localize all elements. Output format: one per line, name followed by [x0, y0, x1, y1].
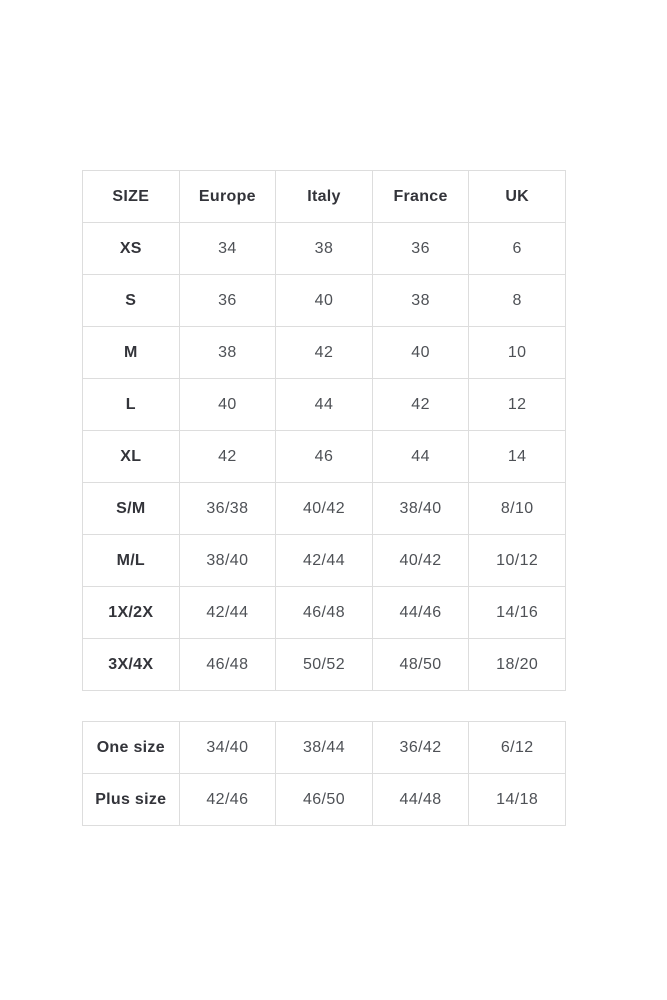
header-row: [83, 171, 566, 223]
table-row: [83, 431, 566, 483]
column-header: SIZE: [83, 171, 180, 223]
special-sizes-table-body: [83, 722, 566, 826]
size-value-cell: 48/50: [372, 639, 469, 691]
size-value-cell: 8/10: [469, 483, 566, 535]
row-label: One size: [83, 722, 180, 774]
size-value-cell: 40: [276, 275, 373, 327]
table-row: [83, 379, 566, 431]
special-sizes-table: [82, 721, 566, 826]
size-value-cell: 44/46: [372, 587, 469, 639]
size-conversion-table-body: [83, 223, 566, 691]
size-value-cell: 40: [179, 379, 276, 431]
table-row: [83, 774, 566, 826]
size-value-cell: 46/48: [179, 639, 276, 691]
size-value-cell: 46/48: [276, 587, 373, 639]
size-value-cell: 36/42: [372, 722, 469, 774]
size-value-cell: 14: [469, 431, 566, 483]
size-value-cell: 46/50: [276, 774, 373, 826]
size-value-cell: 8: [469, 275, 566, 327]
column-header: Italy: [276, 171, 373, 223]
row-label: S: [83, 275, 180, 327]
size-value-cell: 42/44: [179, 587, 276, 639]
column-header: France: [372, 171, 469, 223]
size-value-cell: 34: [179, 223, 276, 275]
size-value-cell: 14/16: [469, 587, 566, 639]
size-value-cell: 38: [276, 223, 373, 275]
size-value-cell: 18/20: [469, 639, 566, 691]
size-value-cell: 6/12: [469, 722, 566, 774]
size-value-cell: 36: [372, 223, 469, 275]
size-value-cell: 42/46: [179, 774, 276, 826]
row-label: L: [83, 379, 180, 431]
size-value-cell: 38/40: [179, 535, 276, 587]
size-value-cell: 42: [179, 431, 276, 483]
size-value-cell: 46: [276, 431, 373, 483]
size-value-cell: 36/38: [179, 483, 276, 535]
size-value-cell: 14/18: [469, 774, 566, 826]
table-row: [83, 223, 566, 275]
column-header: Europe: [179, 171, 276, 223]
size-value-cell: 42: [276, 327, 373, 379]
size-value-cell: 38: [372, 275, 469, 327]
size-value-cell: 42: [372, 379, 469, 431]
table-row: [83, 587, 566, 639]
table-row: [83, 722, 566, 774]
row-label: XS: [83, 223, 180, 275]
row-label: 1X/2X: [83, 587, 180, 639]
row-label: M: [83, 327, 180, 379]
table-row: [83, 483, 566, 535]
size-value-cell: 38: [179, 327, 276, 379]
size-value-cell: 50/52: [276, 639, 373, 691]
table-row: [83, 327, 566, 379]
size-value-cell: 40: [372, 327, 469, 379]
size-value-cell: 6: [469, 223, 566, 275]
table-row: [83, 275, 566, 327]
column-header: UK: [469, 171, 566, 223]
size-value-cell: 12: [469, 379, 566, 431]
table-row: [83, 535, 566, 587]
size-value-cell: 44/48: [372, 774, 469, 826]
size-value-cell: 40/42: [276, 483, 373, 535]
size-value-cell: 42/44: [276, 535, 373, 587]
size-value-cell: 38/44: [276, 722, 373, 774]
row-label: M/L: [83, 535, 180, 587]
size-value-cell: 10: [469, 327, 566, 379]
size-value-cell: 40/42: [372, 535, 469, 587]
size-value-cell: 34/40: [179, 722, 276, 774]
size-value-cell: 38/40: [372, 483, 469, 535]
size-chart: [82, 170, 566, 826]
table-row: [83, 639, 566, 691]
size-conversion-table-head: [83, 171, 566, 223]
size-value-cell: 10/12: [469, 535, 566, 587]
row-label: S/M: [83, 483, 180, 535]
row-label: 3X/4X: [83, 639, 180, 691]
size-conversion-table: [82, 170, 566, 691]
row-label: XL: [83, 431, 180, 483]
size-value-cell: 44: [276, 379, 373, 431]
size-value-cell: 44: [372, 431, 469, 483]
row-label: Plus size: [83, 774, 180, 826]
size-value-cell: 36: [179, 275, 276, 327]
